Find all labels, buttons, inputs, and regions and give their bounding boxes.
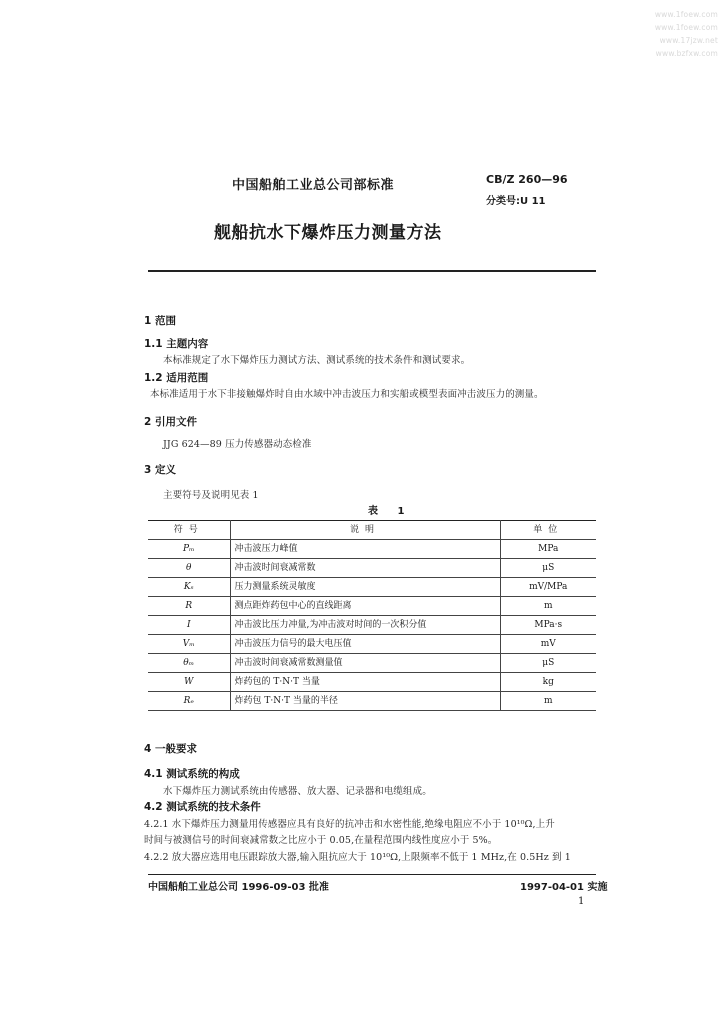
symbol-cell: R [148, 597, 230, 616]
table-row [148, 692, 596, 711]
unit-cell: μS [500, 559, 596, 578]
approval-note: 中国船舶工业总公司 1996-09-03 批准 [148, 882, 329, 893]
watermark-line: www.1foew.com [654, 10, 718, 19]
header-divider [148, 270, 596, 272]
description-cell: 测点距炸药包中心的直线距离 [230, 597, 500, 616]
standard-code: CB/Z 260—96 [486, 173, 568, 186]
section-heading-2: 2 引用文件 [144, 416, 197, 428]
clause-4-2-1-line1: 4.2.1 水下爆炸压力测量用传感器应具有良好的抗冲击和水密性能,绝缘电阻应不小于 10¹⁰Ω,上升 [144, 819, 555, 830]
section-heading-3: 3 定义 [144, 464, 176, 476]
table-row [148, 673, 596, 692]
watermark-line: www.17jzw.net [659, 36, 718, 45]
watermark-line: www.1foew.com [654, 23, 718, 32]
table-row [148, 654, 596, 673]
section-text-1-1: 本标准规定了水下爆炸压力测试方法、测试系统的技术条件和测试要求。 [163, 355, 471, 366]
table-row [148, 559, 596, 578]
clause-4-2-2-line1: 4.2.2 放大器应选用电压跟踪放大器,输入阻抗应大于 10¹⁰Ω,上限频率不低于 1 MHz,在 0.5Hz 到 1 [144, 852, 571, 863]
unit-cell: μS [500, 654, 596, 673]
symbol-cell: θ [148, 559, 230, 578]
table-row [148, 540, 596, 559]
description-cell: 冲击波时间衰减常数测量值 [230, 654, 500, 673]
section-heading-1: 1 范围 [144, 315, 176, 327]
header-description: 说明 [230, 521, 500, 540]
referenced-document: JJG 624—89 压力传感器动态检准 [163, 439, 312, 450]
symbol-cell: W [148, 673, 230, 692]
unit-cell: mV/MPa [500, 578, 596, 597]
symbol-cell: Rₑ [148, 692, 230, 711]
unit-cell: m [500, 692, 596, 711]
description-cell: 炸药包 T·N·T 当量的半径 [230, 692, 500, 711]
table-row [148, 597, 596, 616]
watermark-line: www.bzfxw.com [655, 49, 718, 58]
footer-divider [148, 874, 596, 875]
unit-cell: kg [500, 673, 596, 692]
description-cell: 冲击波压力峰值 [230, 540, 500, 559]
section-text-4-1: 水下爆炸压力测试系统由传感器、放大器、记录器和电缆组成。 [163, 786, 432, 797]
section-text-1-2: 本标准适用于水下非接触爆炸时自由水域中冲击波压力和实船或模型表面冲击波压力的测量。 [150, 389, 544, 400]
page-number: 1 [578, 896, 585, 907]
section-text-3: 主要符号及说明见表 1 [163, 490, 259, 501]
section-heading-4-2: 4.2 测试系统的技术条件 [144, 801, 261, 813]
symbol-cell: I [148, 616, 230, 635]
unit-cell: MPa [500, 540, 596, 559]
table-caption: 表 1 [368, 506, 413, 517]
issuing-organization: 中国船舶工业总公司部标准 [232, 178, 395, 193]
section-heading-4-1: 4.1 测试系统的构成 [144, 768, 240, 780]
symbol-cell: Pₘ [148, 540, 230, 559]
classification-number: 分类号:U 11 [486, 196, 546, 207]
symbols-table [148, 520, 596, 711]
table-row [148, 635, 596, 654]
unit-cell: MPa·s [500, 616, 596, 635]
header-unit: 单位 [500, 521, 596, 540]
table-row [148, 578, 596, 597]
effective-date: 1997-04-01 实施 [520, 882, 608, 893]
unit-cell: mV [500, 635, 596, 654]
description-cell: 炸药包的 T·N·T 当量 [230, 673, 500, 692]
description-cell: 压力测量系统灵敏度 [230, 578, 500, 597]
symbol-cell: Vₘ [148, 635, 230, 654]
site-watermark [618, 8, 718, 60]
document-title: 舰船抗水下爆炸压力测量方法 [214, 223, 442, 243]
clause-4-2-1-line2: 时间与被测信号的时间衰减常数之比应小于 0.05,在量程范围内线性度应小于 5%。 [144, 835, 498, 846]
section-heading-4: 4 一般要求 [144, 743, 197, 755]
symbol-cell: Kₛ [148, 578, 230, 597]
header-symbol: 符号 [148, 521, 230, 540]
table-row [148, 616, 596, 635]
description-cell: 冲击波比压力冲量,为冲击波对时间的一次积分值 [230, 616, 500, 635]
description-cell: 冲击波压力信号的最大电压值 [230, 635, 500, 654]
section-heading-1-2: 1.2 适用范围 [144, 372, 209, 384]
table-header-row [148, 521, 596, 540]
unit-cell: m [500, 597, 596, 616]
section-heading-1-1: 1.1 主题内容 [144, 338, 209, 350]
symbol-cell: θₘ [148, 654, 230, 673]
description-cell: 冲击波时间衰减常数 [230, 559, 500, 578]
